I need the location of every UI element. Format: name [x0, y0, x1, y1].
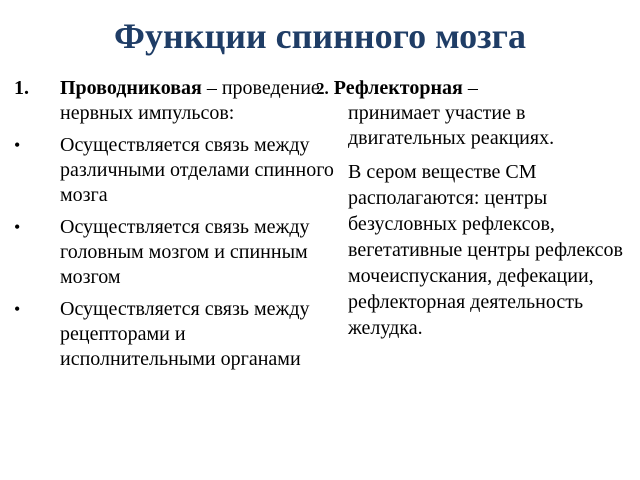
bullet-icon: •	[14, 299, 21, 319]
conduction-function-text	[60, 76, 339, 126]
heading-dash: –	[201, 77, 222, 99]
list-item-text: Осуществляется связь между различными отделами спинного мозга	[60, 134, 334, 206]
list-item	[14, 297, 339, 372]
conduction-function-section	[14, 76, 339, 372]
bullet-icon: •	[14, 135, 21, 155]
conduction-function-intro: проведение нервных импульсов:	[60, 77, 320, 124]
reflex-function-intro: принимает участие в двигательных реакциях.	[348, 102, 555, 149]
conduction-function-heading: Проводниковая	[60, 77, 202, 99]
reflex-function-heading-line	[316, 76, 626, 101]
reflex-function-section	[316, 76, 626, 341]
list-item-text: Осуществляется связь между рецепторами и исполнительными органами	[60, 298, 310, 370]
heading-dash: –	[462, 77, 478, 99]
conduction-function-item	[14, 76, 339, 126]
list-item	[14, 215, 339, 290]
list-number: 1.	[14, 77, 29, 99]
slide-title: Функции спинного мозга	[114, 16, 526, 56]
bullet-icon: •	[14, 217, 21, 237]
list-item	[14, 133, 339, 208]
list-number: 2.	[316, 79, 329, 98]
reflex-function-heading: Рефлекторная	[333, 77, 463, 99]
reflex-function-paragraph: В сером веществе СМ располагаются: центры безусловных рефлексов, вегетативные центры рефлексов мочеиспускания, дефекации, рефлекторная деятельность желудка.	[348, 161, 623, 339]
list-item-text: Осуществляется связь между головным мозгом и спинным мозгом	[60, 216, 310, 288]
